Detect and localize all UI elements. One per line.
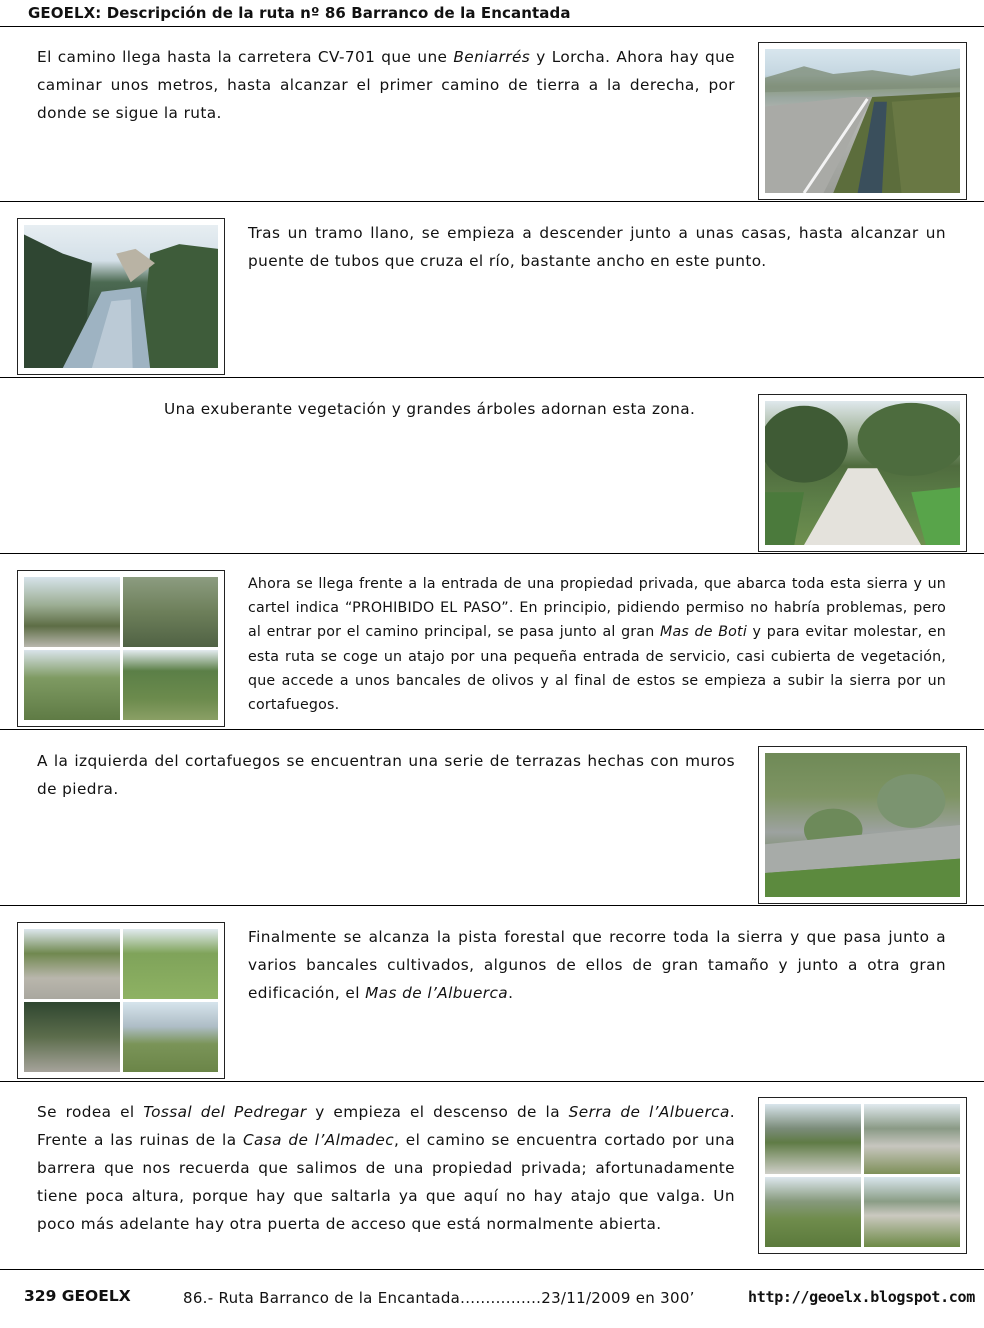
divider bbox=[0, 1081, 984, 1082]
text-run: y Lorcha. Ahora hay que caminar unos metros, hasta alcanzar el primer camino de tierra a la derecha, por donde se sigue la ruta. bbox=[37, 48, 735, 122]
divider bbox=[0, 729, 984, 730]
text-run: A la izquierda del cortafuegos se encuentran una serie de terrazas hechas con muros de piedra. bbox=[37, 752, 735, 798]
text-run: El camino llega hasta la carretera CV-701 que une bbox=[37, 48, 454, 66]
section-text bbox=[248, 923, 946, 1007]
text-run: . bbox=[508, 984, 514, 1002]
text-run: Finalmente se alcanza la pista forestal que recorre toda la sierra y que pasa junto a varios bancales cultivados, algunos de ellos de gran tamaño y junto a otra gran edificación, el bbox=[248, 928, 946, 1002]
blog-url: http://geoelx.blogspot.com bbox=[748, 1288, 976, 1306]
text-run: Una exuberante vegetación y grandes árboles adornan esta zona. bbox=[164, 400, 696, 418]
vegetation-photo bbox=[758, 394, 967, 552]
section-text bbox=[37, 1098, 735, 1238]
place-name: Mas de l’Albuerca bbox=[365, 984, 509, 1002]
page-title: GEOELX: Descripción de la ruta nº 86 Barranco de la Encantada bbox=[28, 4, 571, 22]
text-run: Tras un tramo llano, se empieza a descender junto a unas casas, hasta alcanzar un puente de tubos que cruza el río, bastante ancho en este punto. bbox=[248, 224, 946, 270]
page-number: 329 GEOELX bbox=[24, 1287, 131, 1305]
text-run: . Frente a las ruinas de la bbox=[37, 1103, 735, 1149]
place-name: Serra de l’Albuerca bbox=[568, 1103, 730, 1121]
place-name: Beniarrés bbox=[453, 48, 531, 66]
section-text bbox=[164, 395, 735, 423]
text-run: Ahora se llega frente a la entrada de una propiedad privada, que abarca toda esta sierra y un cartel indica “PROHIBIDO EL PASO”. En principio, pidiendo permiso no habría problemas, pero al entrar por el camino principal, se pasa junto al gran bbox=[248, 576, 946, 641]
divider bbox=[0, 553, 984, 554]
divider bbox=[0, 26, 984, 27]
place-name: Casa de l’Almadec bbox=[242, 1131, 395, 1149]
section-text bbox=[248, 572, 946, 717]
divider bbox=[0, 201, 984, 202]
terraces-photo bbox=[758, 746, 967, 904]
text-run: , el camino se encuentra cortado por una barrera que nos recuerda que salimos de una propiedad privada; afortunadamente tiene poca altura, porque hay que saltarla ya que aquí no hay atajo que valga. Un poco más adelante hay otra puerta de acceso que está normalmente abierta. bbox=[37, 1131, 736, 1233]
collage-photo bbox=[17, 922, 225, 1079]
divider bbox=[0, 1269, 984, 1270]
section-text bbox=[37, 747, 735, 803]
section-text bbox=[37, 43, 735, 127]
text-run: y empieza el descenso de la bbox=[306, 1103, 569, 1121]
text-run: Se rodea el bbox=[37, 1103, 144, 1121]
route-info: 86.- Ruta Barranco de la Encantada................23/11/2009 en 300’ bbox=[183, 1289, 695, 1307]
text-run: y para evitar molestar, en esta ruta se coge un atajo por una pequeña entrada de servicio, casi cubierta de vegetación, que accede a unos bancales de olivos y al final de estos se empieza a subir la sierra por un cortafuegos. bbox=[248, 624, 946, 714]
place-name: Tossal del Pedregar bbox=[143, 1103, 307, 1121]
collage-photo bbox=[758, 1097, 967, 1254]
place-name: Mas de Boti bbox=[660, 624, 747, 641]
divider bbox=[0, 377, 984, 378]
collage-photo bbox=[17, 570, 225, 727]
road-photo bbox=[758, 42, 967, 200]
divider bbox=[0, 905, 984, 906]
river-photo bbox=[17, 218, 225, 375]
section-text bbox=[248, 219, 946, 275]
